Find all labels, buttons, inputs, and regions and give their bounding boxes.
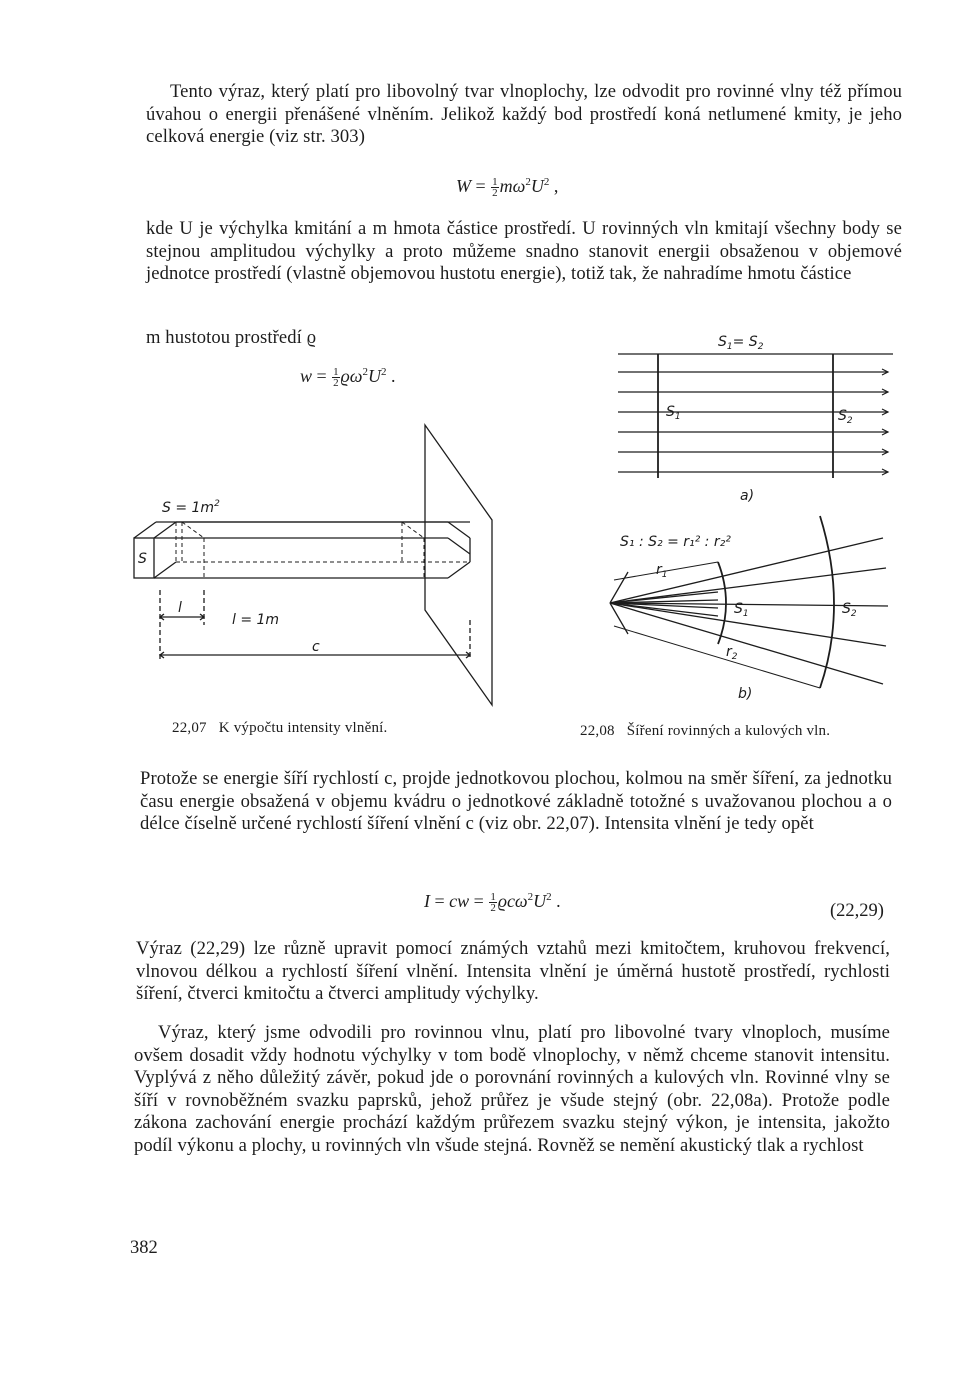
eq1-body: mω [499,176,526,196]
eq1-sq: 2 [525,176,531,188]
caption-fig-22-07 [172,720,387,737]
caption2-number: 22,08 [580,723,615,739]
label-part-b: b) [738,686,753,702]
eq3-rel: = [434,891,445,911]
eq2-var: U [368,366,382,386]
eq3-sq2: 2 [546,891,552,903]
equation-number: (22,29) [830,901,884,921]
eq3-rel2: = [473,891,484,911]
eq2-den: 2 [333,377,339,390]
paragraph-density-end: m hustotou prostředí ϱ [146,327,317,348]
eq3-tail: . [556,891,561,911]
eq1-fraction [491,177,499,198]
figure-wave-propagation [598,328,908,708]
eq1-tail: , [553,176,559,196]
eq1-lhs: W [456,176,471,196]
label-l: l [178,600,182,616]
eq3-mid: cw [449,891,470,911]
equation-energy [456,176,558,198]
label-c: c [312,639,320,655]
paragraph-density: kde U je výchylka kmitání a m hmota částice prostředí. U rovinných vln kmitají všechny body se stejnou amplitudou výchylky a proto můžeme snadno stanovit energii obsaženou v objemové jednotce prostředí (vlastně objemovou hustotu energie), totiž tak, že nahradíme hmotu částice [146,218,902,285]
paragraph-intensity: Protože se energie šíří rychlostí c, projde jednotkovou plochou, kolmou na směr šíření, za jednotku času energie obsažená v objemu kvádru o jednotkové základně totožné s uvažovanou plochou a o délce číselně určené rychlostí šíření vlnění c (viz obr. 22,07). Intensita vlnění je tedy opět [140,768,892,835]
eq1-var: U [530,176,544,196]
caption1-text: K výpočtu intensity vlnění. [218,720,388,736]
label-ratio: S₁ : S₂ = r₁² : r₂² [620,534,731,550]
label-area: $S = 1m^2$ [162,499,220,516]
paragraph-conclusion: Výraz, který jsme odvodili pro rovinnou vlnu, platí pro libovolné tvary vlnoploch, musíme ovšem dosadit vždy hodnotu výchylky v tom bodě vlnoplochy, v němž chceme stanovit intensitu. Vyplývá z něho důležitý závěr, pokud jde o porovnání rovinných a kulových vln. Rovinné vlny se šíří v rovnoběžném svazku paprsků, jehož průřez je všude stejný (obr. 22,08a). Protože podle zákona zachování energie prochází každým průřezem svazku stejný výkon, je intensita, jakožto podíl výkonu a plochy, u rovinných vln všude stejná. Rovněž se nemění akustický tlak a rychlost [134,1022,890,1156]
paragraph-intro: Tento výraz, který platí pro libovolný tvar vlnoplochy, lze odvodit pro rovinné vlny též přímou úvahou o energii přenášené vlněním. Jelikož každý bod prostředí koná netlumené kmity, je jeho celková energie (viz str. 303) [146,81,902,148]
equation-energy-density [300,366,396,388]
eq2-lhs: w [300,366,313,386]
eq3-sq: 2 [527,891,534,903]
eq3-fraction [489,892,497,913]
eq2-rel: = [316,366,327,386]
eq1-den: 2 [492,187,498,200]
eq2-sq2: 2 [381,366,387,378]
wave-plane [425,425,492,705]
eq1-sq2: 2 [543,176,550,188]
eq1-num: 1 [492,176,498,189]
eq3-den: 2 [490,902,496,915]
eq3-num: 1 [490,891,496,904]
eq2-sq: 2 [362,366,369,378]
label-s1-equals-s2: $S_1= S_2$ [718,334,764,352]
label-r1: $r_1$ [656,562,668,580]
eq2-fraction [332,367,340,388]
label-s: S [138,551,147,567]
page-number: 382 [130,1238,158,1258]
label-r2: $r_2$ [726,644,738,662]
figure-intensity-box [120,420,510,720]
eq3-var: U [533,891,547,911]
label-part-a: a) [740,488,755,504]
eq2-body: ϱω [340,366,363,386]
caption-fig-22-08 [580,723,830,740]
caption2-text: Šíření rovinných a kulových vln. [626,723,831,739]
label-length: l = 1m [232,612,280,628]
eq2-num: 1 [333,366,339,379]
eq3-lhs: I [424,891,430,911]
eq3-body: ϱcω [497,891,528,911]
eq1-rel: = [475,176,486,196]
caption1-number: 22,07 [172,720,207,736]
equation-intensity [424,891,561,913]
label-s2-b: $S_2$ [842,601,857,619]
label-s1-a: $S_1$ [666,404,681,422]
eq2-tail: . [391,366,396,386]
arc-r2 [820,516,834,688]
paragraph-expression: Výraz (22,29) lze různě upravit pomocí známých vztahů mezi kmitočtem, kruhovou frekvencí, vlnovou délkou a rychlostí šíření vlnění. Intensita vlnění je úměrná hustotě prostředí, rychlosti šíření, čtverci kmitočtu a čtverci amplitudy výchylky. [136,938,890,1005]
arc-r1 [718,562,726,644]
label-s1-b: $S_1$ [734,601,749,619]
label-s2-a: $S_2$ [838,408,853,426]
